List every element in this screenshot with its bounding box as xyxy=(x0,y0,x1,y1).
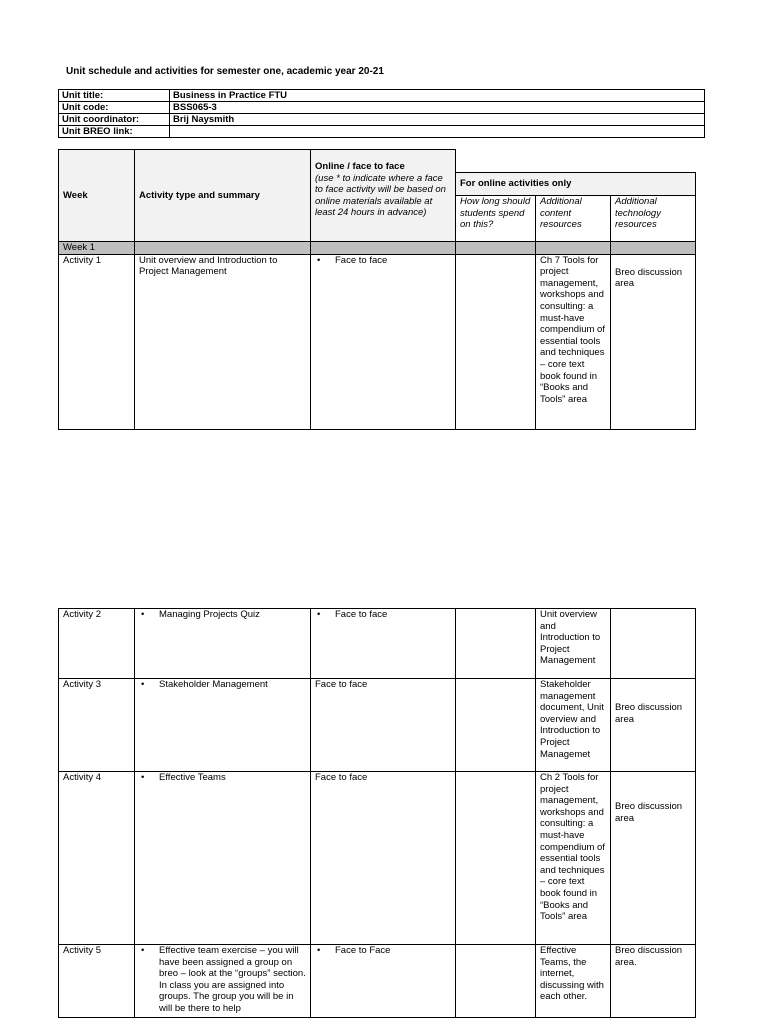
activity-5-summary-text: Effective team exercise – you will have been assigned a group on breo – look at the “groups” section. In class you are assigned into groups. The group you will be in will be there to help xyxy=(159,945,306,1014)
activity-3-week: Activity 3 xyxy=(59,679,135,772)
bullet-icon: • xyxy=(141,679,145,690)
page-heading: Unit schedule and activities for semester one, academic year 20-21 xyxy=(66,66,384,77)
content-header: Additional content resources xyxy=(536,196,611,242)
activity-2-mode-text: Face to face xyxy=(335,609,388,620)
activity-2-row xyxy=(59,609,696,679)
activity-2-summary-text: Managing Projects Quiz xyxy=(159,609,260,620)
activity-4-content: Ch 2 Tools for project management, workshops and consulting: a must-have compendium of essential tools and techniques – core text book found in “Books and Tools” area xyxy=(536,772,611,945)
bullet-icon: • xyxy=(141,772,145,783)
bullet-icon: • xyxy=(317,254,321,266)
activity-1-time xyxy=(456,254,536,429)
activity-4-tech: Breo discussion area xyxy=(611,772,696,945)
activity-5-row xyxy=(59,945,696,1018)
activity-4-row xyxy=(59,772,696,945)
activity-5-content: Effective Teams, the internet, discussing with each other. xyxy=(536,945,611,1018)
activity-1-content: Ch 7 Tools for project management, workshops and consulting: a must-have compendium of essential tools and techniques – core text book found in “Books and Tools” area xyxy=(536,254,611,429)
activity-3-mode: Face to face xyxy=(311,679,456,772)
week-1-cell xyxy=(611,242,696,255)
activity-1-summary: Unit overview and Introduction to Project Management xyxy=(135,254,311,429)
activity-1-mode xyxy=(311,254,456,429)
activity-3-row xyxy=(59,679,696,772)
mode-header-title: Online / face to face xyxy=(315,161,405,172)
activity-2-tech xyxy=(611,609,696,679)
online-only-header: For online activities only xyxy=(456,173,696,196)
activity-4-mode: Face to face xyxy=(311,772,456,945)
unit-breo-link-label: Unit BREO link: xyxy=(59,126,170,138)
unit-coordinator-value: Brij Naysmith xyxy=(170,114,705,126)
unit-title-row xyxy=(59,90,705,102)
unit-breo-link-row xyxy=(59,126,705,138)
schedule-table-continued xyxy=(58,608,696,1018)
unit-title-label: Unit title: xyxy=(59,90,170,102)
schedule-table xyxy=(58,149,696,430)
activity-5-tech: Breo discussion area. xyxy=(611,945,696,1018)
unit-coordinator-label: Unit coordinator: xyxy=(59,114,170,126)
activity-header: Activity type and summary xyxy=(135,150,311,242)
activity-4-summary-text: Effective Teams xyxy=(159,772,226,783)
unit-title-value: Business in Practice FTU xyxy=(170,90,705,102)
activity-3-time xyxy=(456,679,536,772)
activity-3-summary xyxy=(135,679,311,772)
bullet-icon: • xyxy=(317,609,321,620)
bullet-icon: • xyxy=(141,945,145,956)
activity-5-week: Activity 5 xyxy=(59,945,135,1018)
unit-code-value: BSS065-3 xyxy=(170,102,705,114)
activity-1-mode-text: Face to face xyxy=(335,254,388,266)
activity-4-time xyxy=(456,772,536,945)
week-header: Week xyxy=(59,150,135,242)
activity-4-summary xyxy=(135,772,311,945)
activity-3-tech: Breo discussion area xyxy=(611,679,696,772)
activity-4-week: Activity 4 xyxy=(59,772,135,945)
unit-info-table xyxy=(58,89,705,138)
header-spacer xyxy=(456,150,696,173)
unit-code-row xyxy=(59,102,705,114)
unit-coordinator-row xyxy=(59,114,705,126)
tech-header: Additional technology resources xyxy=(611,196,696,242)
week-1-cell xyxy=(135,242,311,255)
week-1-label: Week 1 xyxy=(59,242,135,255)
activity-5-mode xyxy=(311,945,456,1018)
time-header: How long should students spend on this? xyxy=(456,196,536,242)
activity-2-content: Unit overview and Introduction to Project Management xyxy=(536,609,611,679)
activity-2-week: Activity 2 xyxy=(59,609,135,679)
mode-header xyxy=(311,150,456,242)
bullet-icon: • xyxy=(317,945,321,956)
activity-1-row xyxy=(59,254,696,429)
activity-1-week: Activity 1 xyxy=(59,254,135,429)
activity-5-summary xyxy=(135,945,311,1018)
activity-3-content: Stakeholder management document, Unit overview and Introduction to Project Managemet xyxy=(536,679,611,772)
week-1-cell xyxy=(311,242,456,255)
activity-5-time xyxy=(456,945,536,1018)
week-1-row xyxy=(59,242,696,255)
week-1-cell xyxy=(536,242,611,255)
activity-2-mode xyxy=(311,609,456,679)
activity-2-time xyxy=(456,609,536,679)
activity-2-summary xyxy=(135,609,311,679)
activity-5-mode-text: Face to Face xyxy=(335,945,391,956)
mode-header-note: (use * to indicate where a face to face activity will be based on online materials available at least 24 hours in advance) xyxy=(315,172,446,219)
activity-1-tech: Breo discussion area xyxy=(611,254,696,429)
bullet-icon: • xyxy=(141,609,145,620)
week-1-cell xyxy=(456,242,536,255)
unit-code-label: Unit code: xyxy=(59,102,170,114)
activity-3-summary-text: Stakeholder Management xyxy=(159,679,268,690)
unit-breo-link-value[interactable] xyxy=(170,126,705,138)
